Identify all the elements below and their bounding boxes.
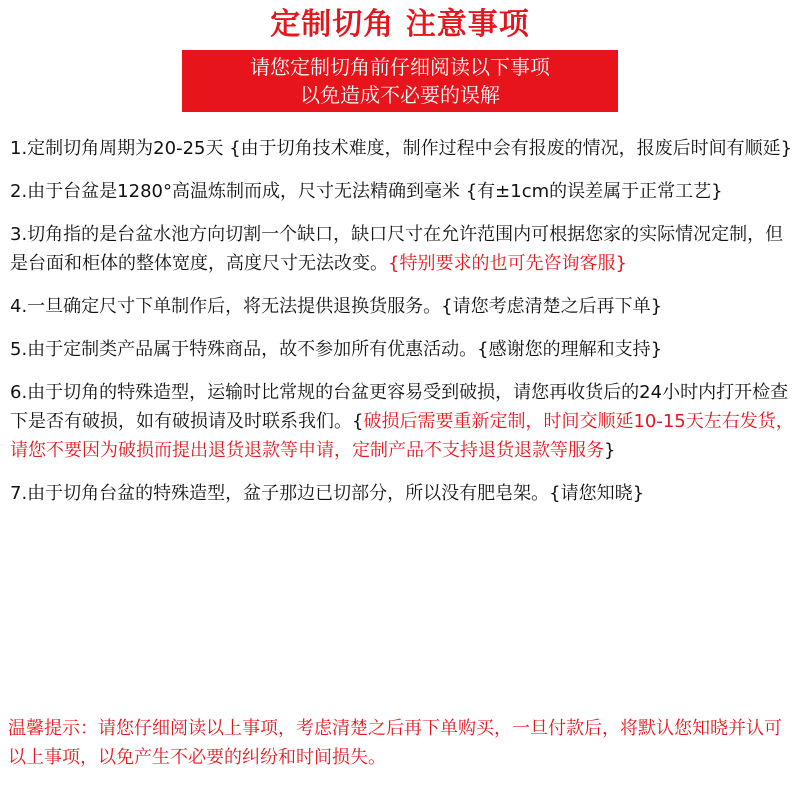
- notice-list: [10, 134, 794, 522]
- notice-item-3: [10, 220, 794, 278]
- banner-line-1: 请您定制切角前仔细阅读以下事项: [250, 55, 550, 79]
- notice-item-7: [10, 479, 794, 508]
- notice-item-tail: }: [604, 440, 616, 461]
- notice-item-5: [10, 335, 794, 364]
- notice-item-highlight: {特别要求的也可先咨询客服}: [388, 253, 627, 274]
- banner-line-2: 以免造成不必要的误解: [300, 83, 500, 107]
- notice-item-text: 6.由于切角的特殊造型，运输时比常规的台盆更容易受到破损，请您再收货后的24小时内打开检查下是否有破损，如有破损请及时联系我们。{: [10, 382, 789, 432]
- notice-item-highlight: 破损后需要重新定制，时间交顺延10-15天左右发货，请您不要因为破损而提出退货退款等申请，定制产品不支持退货退款等服务: [10, 411, 794, 461]
- notice-item-2: [10, 177, 794, 206]
- notice-item-4: [10, 292, 794, 321]
- page-title: 定制切角 注意事项: [270, 7, 530, 42]
- notice-item-6: [10, 378, 794, 465]
- notice-item-text: 5.由于定制类产品属于特殊商品，故不参加所有优惠活动。{感谢您的理解和支持}: [10, 339, 663, 360]
- warning-banner: [182, 50, 618, 112]
- notice-item-text: 3.切角指的是台盆水池方向切割一个缺口，缺口尺寸在允许范围内可根据您家的实际情况定制，但是台面和柜体的整体宽度，高度尺寸无法改变。: [10, 224, 784, 274]
- notice-item-text: 7.由于切角台盆的特殊造型，盆子那边已切部分，所以没有肥皂架。{请您知晓}: [10, 483, 645, 504]
- notice-item-text: 2.由于台盆是1280°高温炼制而成，尺寸无法精确到毫米 {有±1cm的误差属于正常工艺}: [10, 181, 723, 202]
- notice-item-1: [10, 134, 794, 163]
- notice-item-text: 1.定制切角周期为20-25天 {由于切角技术难度，制作过程中会有报废的情况，报废后时间有顺延}: [10, 138, 793, 159]
- warm-tip: 温馨提示：请您仔细阅读以上事项，考虑清楚之后再下单购买，一旦付款后，将默认您知晓并认可以上事项，以免产生不必要的纠纷和时间损失。: [8, 718, 782, 768]
- notice-item-text: 4.一旦确定尺寸下单制作后，将无法提供退换货服务。{请您考虑清楚之后再下单}: [10, 296, 663, 317]
